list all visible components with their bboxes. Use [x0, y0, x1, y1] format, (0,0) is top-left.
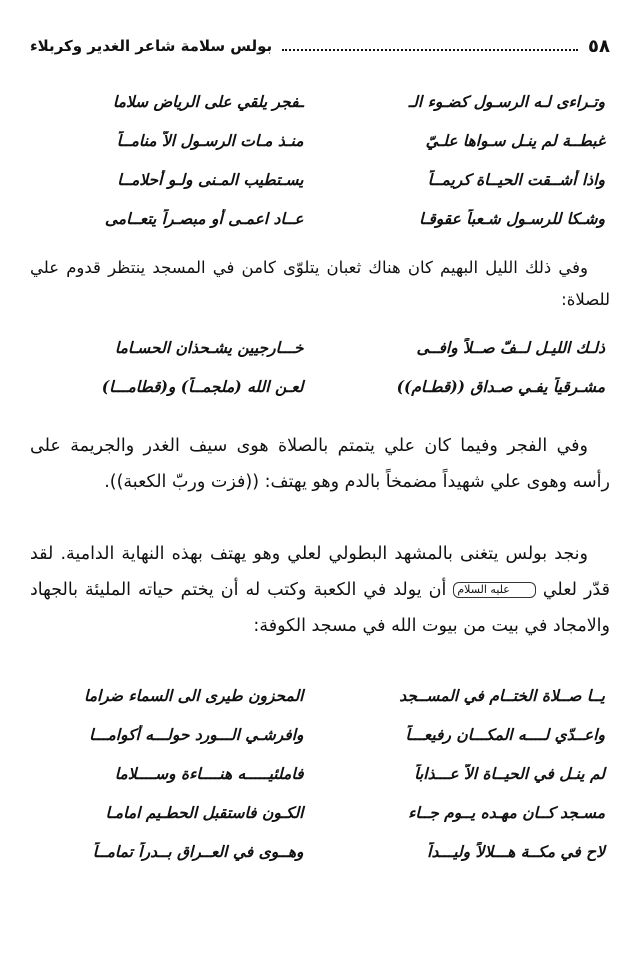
paragraph-text	[30, 536, 610, 644]
verse-second-hemistich: فاملئيـــــه هنــــاءة وســــلاما	[114, 764, 304, 783]
verse-line	[20, 754, 615, 793]
paragraph-kufa	[30, 536, 610, 644]
verse-line	[20, 367, 615, 406]
verse-second-hemistich: عــاد اعمـى أو مبصـراً يتعــامى	[104, 209, 304, 228]
verse-first-hemistich: وشـكا للرسـول شـعباً عقوقـا	[419, 209, 605, 228]
verse-second-hemistich: وافرشـي الـــورد حولـــه أكوامـــا	[89, 725, 304, 744]
verse-second-hemistich: الكـون فاستقبل الحطـيم امامـا	[105, 803, 304, 822]
verse-line	[20, 199, 615, 238]
poem-block-3	[20, 676, 615, 871]
verse-first-hemistich: لاح في مكــة هـــلالاً وليـــداً	[427, 842, 605, 861]
verse-first-hemistich: غبطــة لم ينـل سـواها علـيّ	[425, 131, 605, 150]
verse-first-hemistich: مشـرقياً يفـي صـداق ((قطـام))	[396, 377, 605, 396]
paragraph-text-end: أن يولد في الكعبة وكتب له أن يختم حياته المليئة بالجهاد والامجاد في بيت من بيوت الله في مسجد الكوفة:	[30, 580, 610, 636]
verse-line	[20, 832, 615, 871]
paragraph-text: وفي ذلك الليل البهيم كان هناك ثعبان يتلوّى كامن في المسجد ينتظر قدوم علي للصلاة:	[30, 258, 610, 309]
paragraph-text-start: ونجد بولس يتغنى بالمشهد البطولي لعلي وهو يهتف بهذه النهاية الدامية. لقد قدّر لعلي	[30, 544, 610, 600]
paragraph-serpent	[30, 252, 610, 316]
verse-first-hemistich: واعــدّي لــــه المكـــان رفيعـــاً	[405, 725, 605, 744]
paragraph-dawn	[30, 428, 610, 500]
verse-first-hemistich: ذلـك الليـل لــفّ صــلاً وافــى	[416, 338, 605, 357]
running-title: بولس سلامة شاعر الغدير وكربلاء	[30, 37, 273, 55]
verse-first-hemistich: وتـراءى لـه الرسـول كضـوء الـ	[408, 92, 605, 111]
verse-line	[20, 160, 615, 199]
paragraph-text: وفي الفجر وفيما كان علي يتمتم بالصلاة هوى سيف الغدر والجريمة على رأسه وهوى علي شهيداً مضمخاً بالدم وهو يهتف: ((فزت وربّ الكعبة)).	[30, 436, 610, 492]
page-number: ٥٨	[588, 35, 610, 57]
honorific-seal: عليه السلام	[453, 582, 536, 598]
verse-first-hemistich: يــا صــلاة الختــام في المســجد	[399, 686, 605, 705]
header-dot-leader	[282, 49, 578, 51]
verse-first-hemistich: لم ينـل في الحيــاة الاّ عـــذاباً	[414, 764, 605, 783]
verse-second-hemistich: منـذ مـات الرسـول الاّ منامــاً	[116, 131, 304, 150]
page-header	[30, 30, 610, 62]
verse-second-hemistich: ـفجر يلقي على الرياض سلاما	[112, 92, 304, 111]
verse-line	[20, 82, 615, 121]
verse-second-hemistich: خـــارجيين يشـحذان الحسـاما	[114, 338, 304, 357]
verse-second-hemistich: لعـن الله (ملجمــاً) و(قطامـــا)	[101, 377, 304, 396]
poem-block-2	[20, 328, 615, 406]
verse-first-hemistich: واذا أشــقت الحيــاة كريمــاً	[427, 170, 605, 189]
verse-line	[20, 715, 615, 754]
verse-line	[20, 793, 615, 832]
verse-second-hemistich: وهــوى في العــراق بــدراً تمامــاً	[92, 842, 304, 861]
verse-second-hemistich: المحزون طيرى الى السماء ضراما	[83, 686, 304, 705]
verse-line	[20, 121, 615, 160]
verse-line	[20, 328, 615, 367]
verse-first-hemistich: مسـجد كــان مهـده يــوم جــاء	[408, 803, 605, 822]
verse-second-hemistich: يسـتطيب المـنى ولـو أحلامــا	[117, 170, 304, 189]
verse-line	[20, 676, 615, 715]
poem-block-1	[20, 82, 615, 238]
